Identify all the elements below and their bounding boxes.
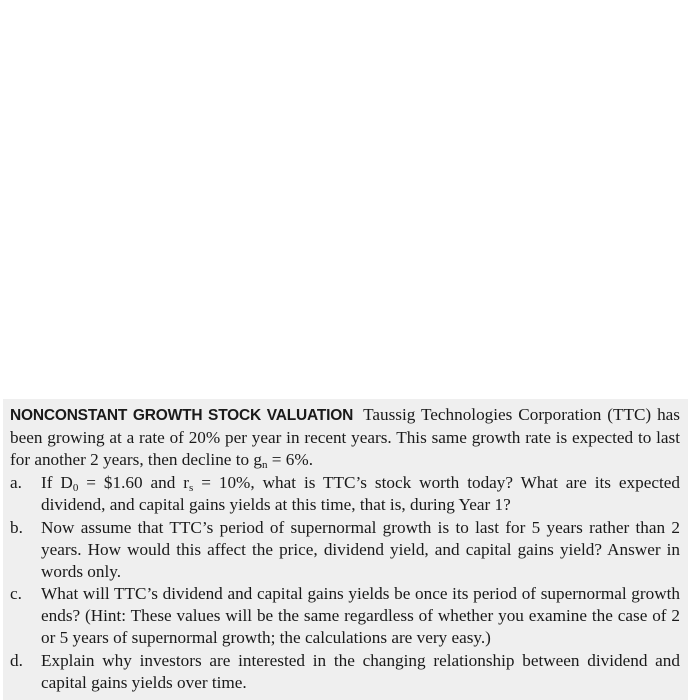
question-label: c.: [10, 584, 22, 604]
question-label: d.: [10, 650, 23, 670]
question-text: Now assume that TTC’s period of supernormal growth is to last for 5 years rather than 2 years. How would this affect the price, dividend yield, and capital gains yield? Answer in words only.: [41, 517, 680, 581]
intro-subscript: n: [262, 458, 268, 471]
subscript: s: [189, 482, 194, 495]
question-c: [10, 583, 680, 648]
question-text: What will TTC’s dividend and capital gains yields be once its period of supernormal growth ends? (Hint: These values will be the same regardless of whether you examine the case of 2 or 5 years of supernormal growth; the calculations are very easy.): [41, 584, 680, 647]
question-a: [10, 472, 680, 516]
text-part: = 10%, what is TTC’s stock worth today? What are its expected dividend, and capital gains yields at this time, that is, during Year 1?: [41, 473, 680, 515]
subscript: 0: [72, 482, 79, 495]
question-d: [10, 650, 680, 694]
intro-text: Taussig Technologies Corporation (TTC) has been growing at a rate of 20% per year in recent years. This same growth rate is expected to last for another 2 years, then decline to g: [10, 405, 680, 469]
text-part: = $1.60 and r: [78, 473, 189, 493]
question-label: a.: [10, 473, 22, 493]
text-part: If D: [41, 473, 73, 493]
question-label: b.: [10, 517, 23, 537]
question-text: [41, 472, 680, 516]
problem-content: [10, 404, 680, 694]
problem-heading: NONCONSTANT GROWTH STOCK VALUATION: [10, 407, 354, 424]
question-b: [10, 517, 680, 582]
problem-intro: [10, 404, 680, 470]
question-text: Explain why investors are interested in the changing relationship between dividend and capital gains yields over time.: [41, 650, 680, 692]
intro-text-end: = 6%.: [267, 449, 313, 469]
